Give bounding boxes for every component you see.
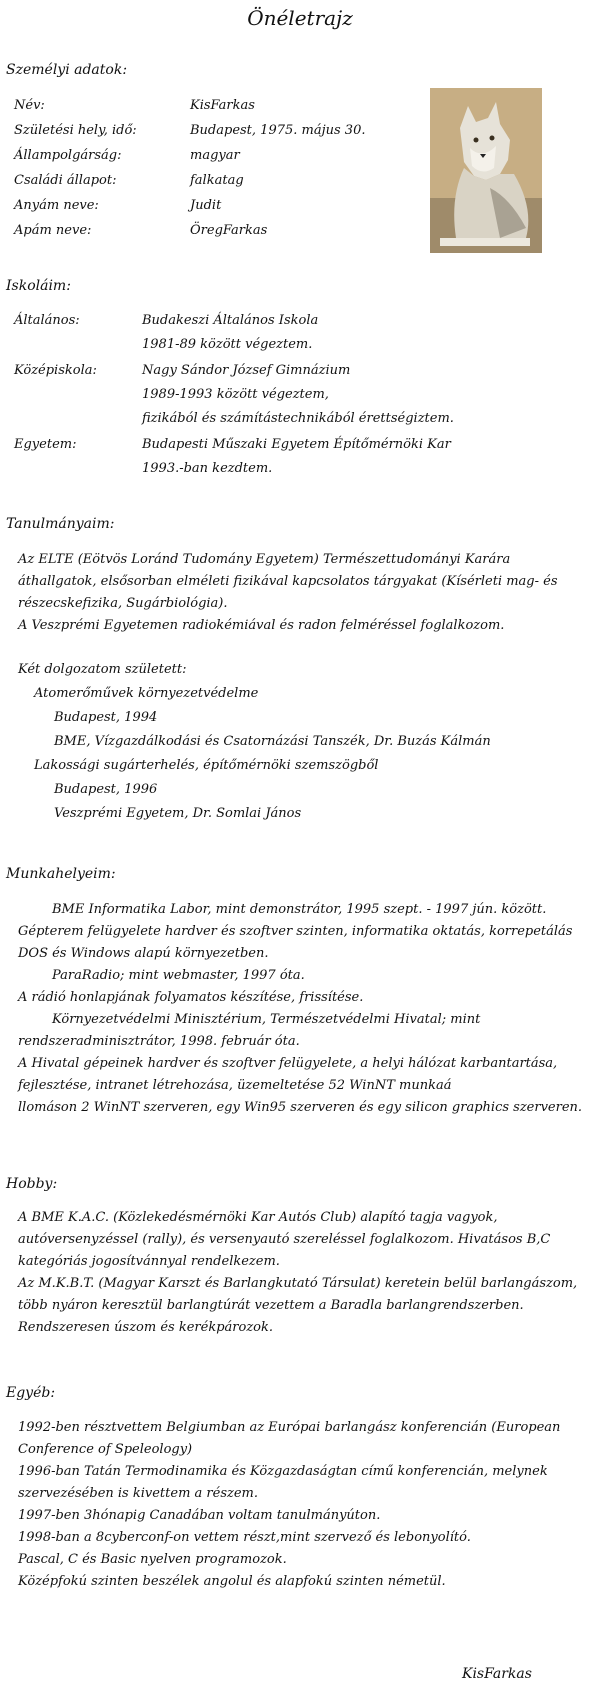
hobby-line: Rendszeresen úszom és kerékpározok.: [18, 1320, 273, 1335]
work-title: Atomerőművek környezetvédelme: [34, 686, 259, 701]
other-line: 1998-ban a 8cyberconf-on vettem részt,mint szervező és lebonyolító.: [18, 1530, 471, 1545]
jobs-heading: Munkahelyeim:: [6, 866, 116, 882]
studies-line: részecskefizika, Sugárbiológia).: [18, 596, 228, 611]
other-line: 1996-ban Tatán Termodinamika és Közgazdaságtan című konferencián, melynek: [18, 1464, 548, 1479]
work-detail: Budapest, 1994: [54, 710, 158, 725]
job-line: Gépterem felügyelete hardver és szoftver szinten, informatika oktatás, korrepetálás: [18, 924, 573, 939]
job-line: BME Informatika Labor, mint demonstrátor, 1995 szept. - 1997 jún. között.: [52, 902, 547, 917]
works-intro: Két dolgozatom született:: [18, 662, 187, 677]
job-line: Környezetvédelmi Minisztérium, Természetvédelmi Hivatal; mint: [52, 1012, 481, 1027]
school-line: Budakeszi Általános Iskola: [142, 313, 319, 328]
hobby-line: kategóriás jogosítvánnyal rendelkezem.: [18, 1254, 280, 1269]
personal-label: Apám neve:: [14, 223, 92, 238]
school-line: 1993.-ban kezdtem.: [142, 461, 273, 476]
personal-label: Családi állapot:: [14, 173, 117, 188]
personal-value: KisFarkas: [190, 98, 255, 113]
school-line: 1981-89 között végeztem.: [142, 337, 313, 352]
school-line: Nagy Sándor József Gimnázium: [142, 363, 351, 378]
signature: KisFarkas: [462, 1666, 532, 1682]
schools-heading: Iskoláim:: [6, 278, 71, 294]
studies-line: A Veszprémi Egyetemen radiokémiával és radon felméréssel foglalkozom.: [18, 618, 505, 633]
work-detail: Veszprémi Egyetem, Dr. Somlai János: [54, 806, 302, 821]
job-line: A rádió honlapjának folyamatos készítése, frissítése.: [18, 990, 364, 1005]
job-line: ParaRadio; mint webmaster, 1997 óta.: [52, 968, 305, 983]
school-line: Budapesti Műszaki Egyetem Építőmérnöki Kar: [142, 437, 451, 452]
job-line: rendszeradminisztrátor, 1998. február óta.: [18, 1034, 300, 1049]
other-line: Pascal, C és Basic nyelven programozok.: [18, 1552, 287, 1567]
personal-heading: Személyi adatok:: [6, 62, 128, 78]
job-line: A Hivatal gépeinek hardver és szoftver felügyelete, a helyi hálózat karbantartása,: [18, 1056, 558, 1071]
other-heading: Egyéb:: [6, 1385, 56, 1401]
other-line: Conference of Speleology): [18, 1442, 193, 1457]
personal-label: Anyám neve:: [14, 198, 99, 213]
studies-line: Az ELTE (Eötvös Loránd Tudomány Egyetem) Természettudományi Karára: [18, 552, 511, 567]
job-line: fejlesztése, intranet létrehozása, üzemeltetése 52 WinNT munkaá: [18, 1078, 452, 1093]
wolf-photo: [430, 88, 542, 253]
personal-value: Budapest, 1975. május 30.: [190, 123, 366, 138]
page-title: Önéletrajz: [247, 6, 353, 30]
other-line: 1992-ben résztvettem Belgiumban az Európai barlangász konferencián (European: [18, 1420, 561, 1435]
hobby-line: A BME K.A.C. (Közlekedésmérnöki Kar Autós Club) alapító tagja vagyok,: [18, 1210, 498, 1225]
school-label: Középiskola:: [14, 363, 97, 378]
studies-heading: Tanulmányaim:: [6, 516, 115, 532]
personal-value: magyar: [190, 148, 240, 163]
personal-label: Születési hely, idő:: [14, 123, 137, 138]
hobby-heading: Hobby:: [6, 1176, 58, 1192]
personal-value: falkatag: [190, 173, 244, 188]
other-line: 1997-ben 3hónapig Canadában voltam tanulmányúton.: [18, 1508, 381, 1523]
personal-value: ÖregFarkas: [190, 223, 268, 238]
school-label: Egyetem:: [14, 437, 77, 452]
studies-line: áthallgatok, elsősorban elméleti fizikával kapcsolatos tárgyakat (Kísérleti mag- és: [18, 574, 558, 589]
hobby-line: Az M.K.B.T. (Magyar Karszt és Barlangkutató Társulat) keretein belül barlangászom,: [18, 1276, 578, 1291]
hobby-line: autóversenyzéssel (rally), és versenyautó szereléssel foglalkozom. Hivatásos B,C: [18, 1232, 551, 1247]
other-line: Középfokú szinten beszélek angolul és alapfokú szinten németül.: [18, 1574, 446, 1589]
school-line: 1989-1993 között végeztem,: [142, 387, 329, 402]
job-line: llomáson 2 WinNT szerveren, egy Win95 szerveren és egy silicon graphics szerveren.: [18, 1100, 583, 1115]
personal-value: Judit: [190, 198, 222, 213]
work-detail: Budapest, 1996: [54, 782, 158, 797]
personal-label: Név:: [14, 98, 45, 113]
wolf-image-icon: [430, 88, 542, 253]
hobby-line: több nyáron keresztül barlangtúrát vezettem a Baradla barlangrendszerben.: [18, 1298, 524, 1313]
other-line: szervezésében is kivettem a részem.: [18, 1486, 258, 1501]
school-label: Általános:: [14, 313, 80, 328]
job-line: DOS és Windows alapú környezetben.: [18, 946, 269, 961]
school-line: fizikából és számítástechnikából érettségiztem.: [142, 411, 454, 426]
work-title: Lakossági sugárterhelés, építőmérnöki szemszögből: [34, 758, 379, 773]
personal-label: Állampolgárság:: [14, 148, 122, 163]
work-detail: BME, Vízgazdálkodási és Csatornázási Tanszék, Dr. Buzás Kálmán: [54, 734, 491, 749]
